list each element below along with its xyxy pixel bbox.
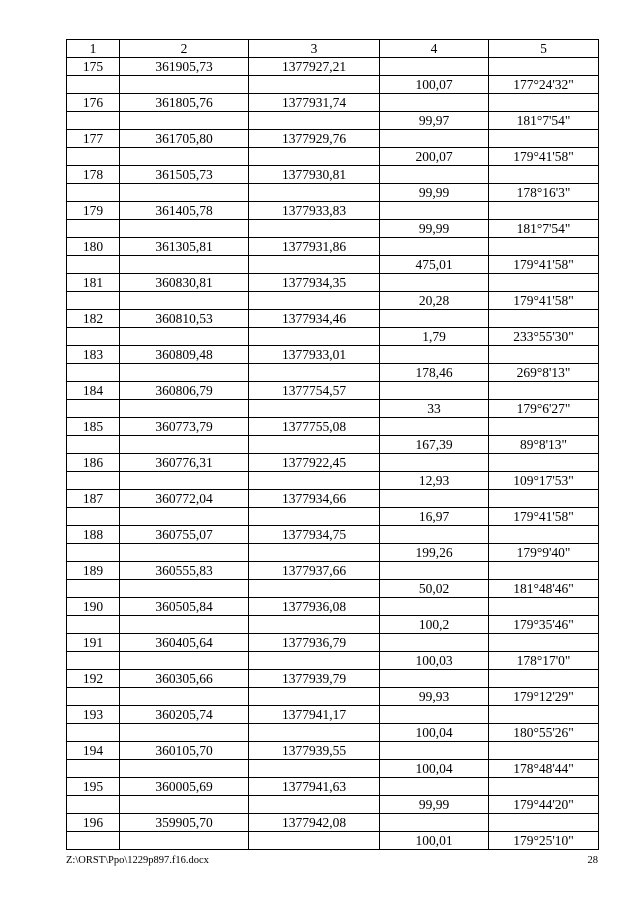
table-cell-col-2: 361305,81 [120, 238, 249, 256]
table-cell-col-1: 176 [67, 94, 120, 112]
table-cell-col-2: 360405,64 [120, 634, 249, 652]
table-cell-col-1: 175 [67, 58, 120, 76]
table-cell-col-5 [489, 58, 599, 76]
table-row [67, 418, 599, 436]
table-cell-col-3: 1377934,66 [249, 490, 380, 508]
table-cell-col-1: 191 [67, 634, 120, 652]
table-cell-col-3 [249, 760, 380, 778]
header-col-3: 3 [249, 40, 380, 58]
table-cell-col-3: 1377754,57 [249, 382, 380, 400]
page-footer [66, 855, 598, 866]
table-cell-col-1 [67, 220, 120, 238]
table-cell-col-5: 178°48'44" [489, 760, 599, 778]
table-cell-col-2 [120, 544, 249, 562]
table-cell-col-1: 195 [67, 778, 120, 796]
table-cell-col-5: 179°41'58" [489, 256, 599, 274]
table-cell-col-3: 1377930,81 [249, 166, 380, 184]
table-cell-col-1 [67, 724, 120, 742]
table-row [67, 616, 599, 634]
table-cell-col-4: 33 [380, 400, 489, 418]
table-row [67, 472, 599, 490]
table-cell-col-5 [489, 706, 599, 724]
table-cell-col-5: 179°41'58" [489, 508, 599, 526]
table-cell-col-3 [249, 724, 380, 742]
table-cell-col-3: 1377937,66 [249, 562, 380, 580]
table-cell-col-1 [67, 256, 120, 274]
table-cell-col-4 [380, 778, 489, 796]
table-cell-col-2: 360806,79 [120, 382, 249, 400]
table-cell-col-2 [120, 364, 249, 382]
table-cell-col-4 [380, 346, 489, 364]
table-cell-col-4 [380, 670, 489, 688]
table-cell-col-5: 179°6'27" [489, 400, 599, 418]
table-cell-col-5: 178°16'3" [489, 184, 599, 202]
table-cell-col-3 [249, 544, 380, 562]
table-cell-col-2: 361505,73 [120, 166, 249, 184]
table-cell-col-2: 360105,70 [120, 742, 249, 760]
table-cell-col-2 [120, 184, 249, 202]
page-number: 28 [587, 855, 598, 866]
table-cell-col-2: 361805,76 [120, 94, 249, 112]
table-row [67, 454, 599, 472]
table-row [67, 670, 599, 688]
table-cell-col-5: 180°55'26" [489, 724, 599, 742]
table-row [67, 274, 599, 292]
table-cell-col-4: 99,99 [380, 796, 489, 814]
table-cell-col-3 [249, 184, 380, 202]
table-cell-col-4 [380, 742, 489, 760]
table-row [67, 724, 599, 742]
table-cell-col-1: 181 [67, 274, 120, 292]
table-cell-col-4 [380, 562, 489, 580]
table-row [67, 526, 599, 544]
table-row [67, 346, 599, 364]
table-cell-col-1 [67, 580, 120, 598]
table-cell-col-4: 12,93 [380, 472, 489, 490]
table-cell-col-5 [489, 418, 599, 436]
table-cell-col-2 [120, 760, 249, 778]
table-cell-col-4: 99,99 [380, 220, 489, 238]
table-cell-col-4: 99,97 [380, 112, 489, 130]
table-cell-col-5: 179°35'46" [489, 616, 599, 634]
table-cell-col-5: 179°41'58" [489, 148, 599, 166]
table-cell-col-2 [120, 508, 249, 526]
table-cell-col-5: 179°41'58" [489, 292, 599, 310]
table-cell-col-4 [380, 598, 489, 616]
table-cell-col-4: 16,97 [380, 508, 489, 526]
table-row [67, 508, 599, 526]
table-cell-col-2 [120, 652, 249, 670]
table-cell-col-4 [380, 814, 489, 832]
table-cell-col-2 [120, 580, 249, 598]
table-cell-col-5 [489, 382, 599, 400]
table-cell-col-2: 360555,83 [120, 562, 249, 580]
table-cell-col-3: 1377942,08 [249, 814, 380, 832]
table-cell-col-3: 1377931,74 [249, 94, 380, 112]
table-cell-col-3: 1377939,55 [249, 742, 380, 760]
table-cell-col-5: 178°17'0" [489, 652, 599, 670]
table-cell-col-2: 360830,81 [120, 274, 249, 292]
table-cell-col-2 [120, 292, 249, 310]
table-cell-col-4: 199,26 [380, 544, 489, 562]
table-cell-col-4: 475,01 [380, 256, 489, 274]
table-cell-col-4: 100,2 [380, 616, 489, 634]
table-cell-col-2 [120, 724, 249, 742]
table-cell-col-3 [249, 328, 380, 346]
table-cell-col-4: 100,04 [380, 760, 489, 778]
table-cell-col-5 [489, 526, 599, 544]
table-cell-col-2: 360755,07 [120, 526, 249, 544]
table-row [67, 364, 599, 382]
table-cell-col-2: 360305,66 [120, 670, 249, 688]
table-cell-col-4: 100,03 [380, 652, 489, 670]
table-cell-col-4 [380, 526, 489, 544]
header-col-2: 2 [120, 40, 249, 58]
table-cell-col-1: 192 [67, 670, 120, 688]
table-cell-col-5 [489, 778, 599, 796]
table-cell-col-1 [67, 436, 120, 454]
table-cell-col-5 [489, 346, 599, 364]
table-cell-col-3 [249, 220, 380, 238]
table-cell-col-3 [249, 256, 380, 274]
table-cell-col-1: 177 [67, 130, 120, 148]
table-cell-col-5: 89°8'13" [489, 436, 599, 454]
table-cell-col-2 [120, 688, 249, 706]
table-row [67, 238, 599, 256]
table-cell-col-3 [249, 112, 380, 130]
coordinates-table [66, 39, 599, 850]
table-cell-col-5 [489, 562, 599, 580]
table-row [67, 184, 599, 202]
table-cell-col-1 [67, 688, 120, 706]
table-cell-col-2: 360005,69 [120, 778, 249, 796]
table-cell-col-1 [67, 796, 120, 814]
table-cell-col-4 [380, 94, 489, 112]
table-cell-col-1 [67, 364, 120, 382]
table-cell-col-3 [249, 76, 380, 94]
table-cell-col-1: 189 [67, 562, 120, 580]
table-cell-col-1 [67, 832, 120, 850]
table-cell-col-2 [120, 76, 249, 94]
table-header-row [67, 40, 599, 58]
table-cell-col-1: 178 [67, 166, 120, 184]
table-cell-col-4 [380, 130, 489, 148]
table-cell-col-4 [380, 706, 489, 724]
table-cell-col-1: 193 [67, 706, 120, 724]
table-cell-col-4 [380, 274, 489, 292]
table-cell-col-3: 1377939,79 [249, 670, 380, 688]
table-cell-col-3 [249, 292, 380, 310]
table-cell-col-1 [67, 76, 120, 94]
table-cell-col-1 [67, 328, 120, 346]
table-cell-col-2: 361405,78 [120, 202, 249, 220]
table-cell-col-3 [249, 688, 380, 706]
table-row [67, 400, 599, 418]
table-row [67, 58, 599, 76]
table-cell-col-5 [489, 94, 599, 112]
table-cell-col-5 [489, 670, 599, 688]
table-cell-col-1: 196 [67, 814, 120, 832]
table-cell-col-3: 1377941,17 [249, 706, 380, 724]
table-cell-col-3 [249, 616, 380, 634]
table-cell-col-5 [489, 454, 599, 472]
table-cell-col-1 [67, 400, 120, 418]
table-row [67, 814, 599, 832]
table-cell-col-3: 1377755,08 [249, 418, 380, 436]
table-cell-col-2 [120, 256, 249, 274]
table-cell-col-1: 184 [67, 382, 120, 400]
table-cell-col-1 [67, 616, 120, 634]
table-cell-col-1 [67, 148, 120, 166]
table-cell-col-4: 1,79 [380, 328, 489, 346]
table-row [67, 490, 599, 508]
table-row [67, 220, 599, 238]
table-cell-col-3 [249, 580, 380, 598]
table-cell-col-2: 360205,74 [120, 706, 249, 724]
table-row [67, 778, 599, 796]
table-cell-col-2 [120, 112, 249, 130]
table-cell-col-1 [67, 652, 120, 670]
table-cell-col-3 [249, 652, 380, 670]
table-cell-col-1 [67, 544, 120, 562]
table-cell-col-1 [67, 292, 120, 310]
table-cell-col-5 [489, 274, 599, 292]
table-row [67, 310, 599, 328]
table-cell-col-3 [249, 508, 380, 526]
table-cell-col-3: 1377933,83 [249, 202, 380, 220]
table-cell-col-1: 190 [67, 598, 120, 616]
table-cell-col-1: 188 [67, 526, 120, 544]
table-cell-col-2: 361705,80 [120, 130, 249, 148]
table-cell-col-5 [489, 598, 599, 616]
table-cell-col-5 [489, 130, 599, 148]
table-cell-col-5 [489, 310, 599, 328]
table-cell-col-2: 360776,31 [120, 454, 249, 472]
table-cell-col-2 [120, 436, 249, 454]
table-cell-col-3: 1377922,45 [249, 454, 380, 472]
table-cell-col-1: 186 [67, 454, 120, 472]
table-cell-col-4 [380, 310, 489, 328]
table-cell-col-4: 99,99 [380, 184, 489, 202]
table-cell-col-1 [67, 760, 120, 778]
table-cell-col-4: 20,28 [380, 292, 489, 310]
table-row [67, 760, 599, 778]
table-cell-col-3 [249, 436, 380, 454]
table-cell-col-3: 1377927,21 [249, 58, 380, 76]
table-cell-col-2: 360773,79 [120, 418, 249, 436]
table-cell-col-3: 1377933,01 [249, 346, 380, 364]
table-cell-col-2 [120, 616, 249, 634]
table-cell-col-5: 179°44'20" [489, 796, 599, 814]
table-row [67, 796, 599, 814]
table-cell-col-4: 50,02 [380, 580, 489, 598]
table-row [67, 328, 599, 346]
table-row [67, 256, 599, 274]
table-cell-col-2 [120, 472, 249, 490]
table-row [67, 436, 599, 454]
table-row [67, 742, 599, 760]
table-cell-col-2: 361905,73 [120, 58, 249, 76]
table-cell-col-4: 99,93 [380, 688, 489, 706]
table-cell-col-1: 179 [67, 202, 120, 220]
table-row [67, 112, 599, 130]
table-cell-col-5: 181°48'46" [489, 580, 599, 598]
table-cell-col-1: 194 [67, 742, 120, 760]
table-cell-col-2 [120, 400, 249, 418]
table-cell-col-3: 1377934,35 [249, 274, 380, 292]
table-cell-col-2 [120, 328, 249, 346]
table-cell-col-3 [249, 796, 380, 814]
table-row [67, 382, 599, 400]
table-cell-col-3: 1377929,76 [249, 130, 380, 148]
table-cell-col-5 [489, 634, 599, 652]
table-cell-col-3: 1377934,75 [249, 526, 380, 544]
table-row [67, 634, 599, 652]
table-cell-col-3: 1377936,79 [249, 634, 380, 652]
table-row [67, 130, 599, 148]
table-cell-col-2: 360809,48 [120, 346, 249, 364]
table-cell-col-5: 233°55'30" [489, 328, 599, 346]
table-cell-col-5 [489, 742, 599, 760]
table-cell-col-5 [489, 814, 599, 832]
table-row [67, 688, 599, 706]
table-cell-col-4 [380, 490, 489, 508]
header-col-1: 1 [67, 40, 120, 58]
table-cell-col-3 [249, 364, 380, 382]
table-cell-col-4 [380, 202, 489, 220]
table-cell-col-5: 269°8'13" [489, 364, 599, 382]
table-row [67, 202, 599, 220]
table-cell-col-4 [380, 238, 489, 256]
table-cell-col-1: 183 [67, 346, 120, 364]
table-cell-col-2: 360505,84 [120, 598, 249, 616]
table-cell-col-3: 1377934,46 [249, 310, 380, 328]
table-cell-col-5 [489, 238, 599, 256]
table-cell-col-5: 179°12'29" [489, 688, 599, 706]
table-cell-col-5: 177°24'32" [489, 76, 599, 94]
table-cell-col-4: 167,39 [380, 436, 489, 454]
table-body [67, 58, 599, 850]
table-cell-col-2: 359905,70 [120, 814, 249, 832]
table-cell-col-4 [380, 418, 489, 436]
table-row [67, 76, 599, 94]
table-row [67, 598, 599, 616]
table-cell-col-2 [120, 220, 249, 238]
table-cell-col-1 [67, 184, 120, 202]
table-cell-col-1 [67, 508, 120, 526]
table-row [67, 562, 599, 580]
table-row [67, 292, 599, 310]
table-cell-col-1: 187 [67, 490, 120, 508]
table-cell-col-3 [249, 832, 380, 850]
table-cell-col-5 [489, 166, 599, 184]
table-cell-col-4: 178,46 [380, 364, 489, 382]
table-cell-col-2 [120, 796, 249, 814]
table-cell-col-3: 1377936,08 [249, 598, 380, 616]
header-col-4: 4 [380, 40, 489, 58]
table-cell-col-2: 360772,04 [120, 490, 249, 508]
table-cell-col-5: 181°7'54" [489, 112, 599, 130]
table-cell-col-1 [67, 112, 120, 130]
table-cell-col-4 [380, 58, 489, 76]
table-cell-col-2 [120, 832, 249, 850]
table-cell-col-5: 181°7'54" [489, 220, 599, 238]
table-cell-col-3 [249, 148, 380, 166]
table-row [67, 832, 599, 850]
table-cell-col-1 [67, 472, 120, 490]
header-col-5: 5 [489, 40, 599, 58]
table-cell-col-4: 100,07 [380, 76, 489, 94]
table-cell-col-3: 1377931,86 [249, 238, 380, 256]
table-cell-col-4 [380, 382, 489, 400]
table-row [67, 580, 599, 598]
table-cell-col-1: 182 [67, 310, 120, 328]
table-cell-col-5 [489, 202, 599, 220]
table-cell-col-3 [249, 472, 380, 490]
table-cell-col-4 [380, 166, 489, 184]
table-cell-col-3: 1377941,63 [249, 778, 380, 796]
table-cell-col-4: 200,07 [380, 148, 489, 166]
table-cell-col-2: 360810,53 [120, 310, 249, 328]
table-cell-col-5: 179°9'40" [489, 544, 599, 562]
table-cell-col-1: 185 [67, 418, 120, 436]
table-cell-col-5 [489, 490, 599, 508]
table-cell-col-3 [249, 400, 380, 418]
table-row [67, 166, 599, 184]
table-cell-col-4: 100,04 [380, 724, 489, 742]
table-cell-col-1: 180 [67, 238, 120, 256]
table-cell-col-4: 100,01 [380, 832, 489, 850]
table-cell-col-5: 179°25'10" [489, 832, 599, 850]
table-row [67, 706, 599, 724]
table-row [67, 94, 599, 112]
table-cell-col-4 [380, 634, 489, 652]
table-cell-col-4 [380, 454, 489, 472]
table-row [67, 544, 599, 562]
table-row [67, 148, 599, 166]
table-cell-col-2 [120, 148, 249, 166]
table-row [67, 652, 599, 670]
footer-file-path: Z:\ORST\Ppo\1229p897.f16.docx [66, 855, 209, 866]
table-cell-col-5: 109°17'53" [489, 472, 599, 490]
